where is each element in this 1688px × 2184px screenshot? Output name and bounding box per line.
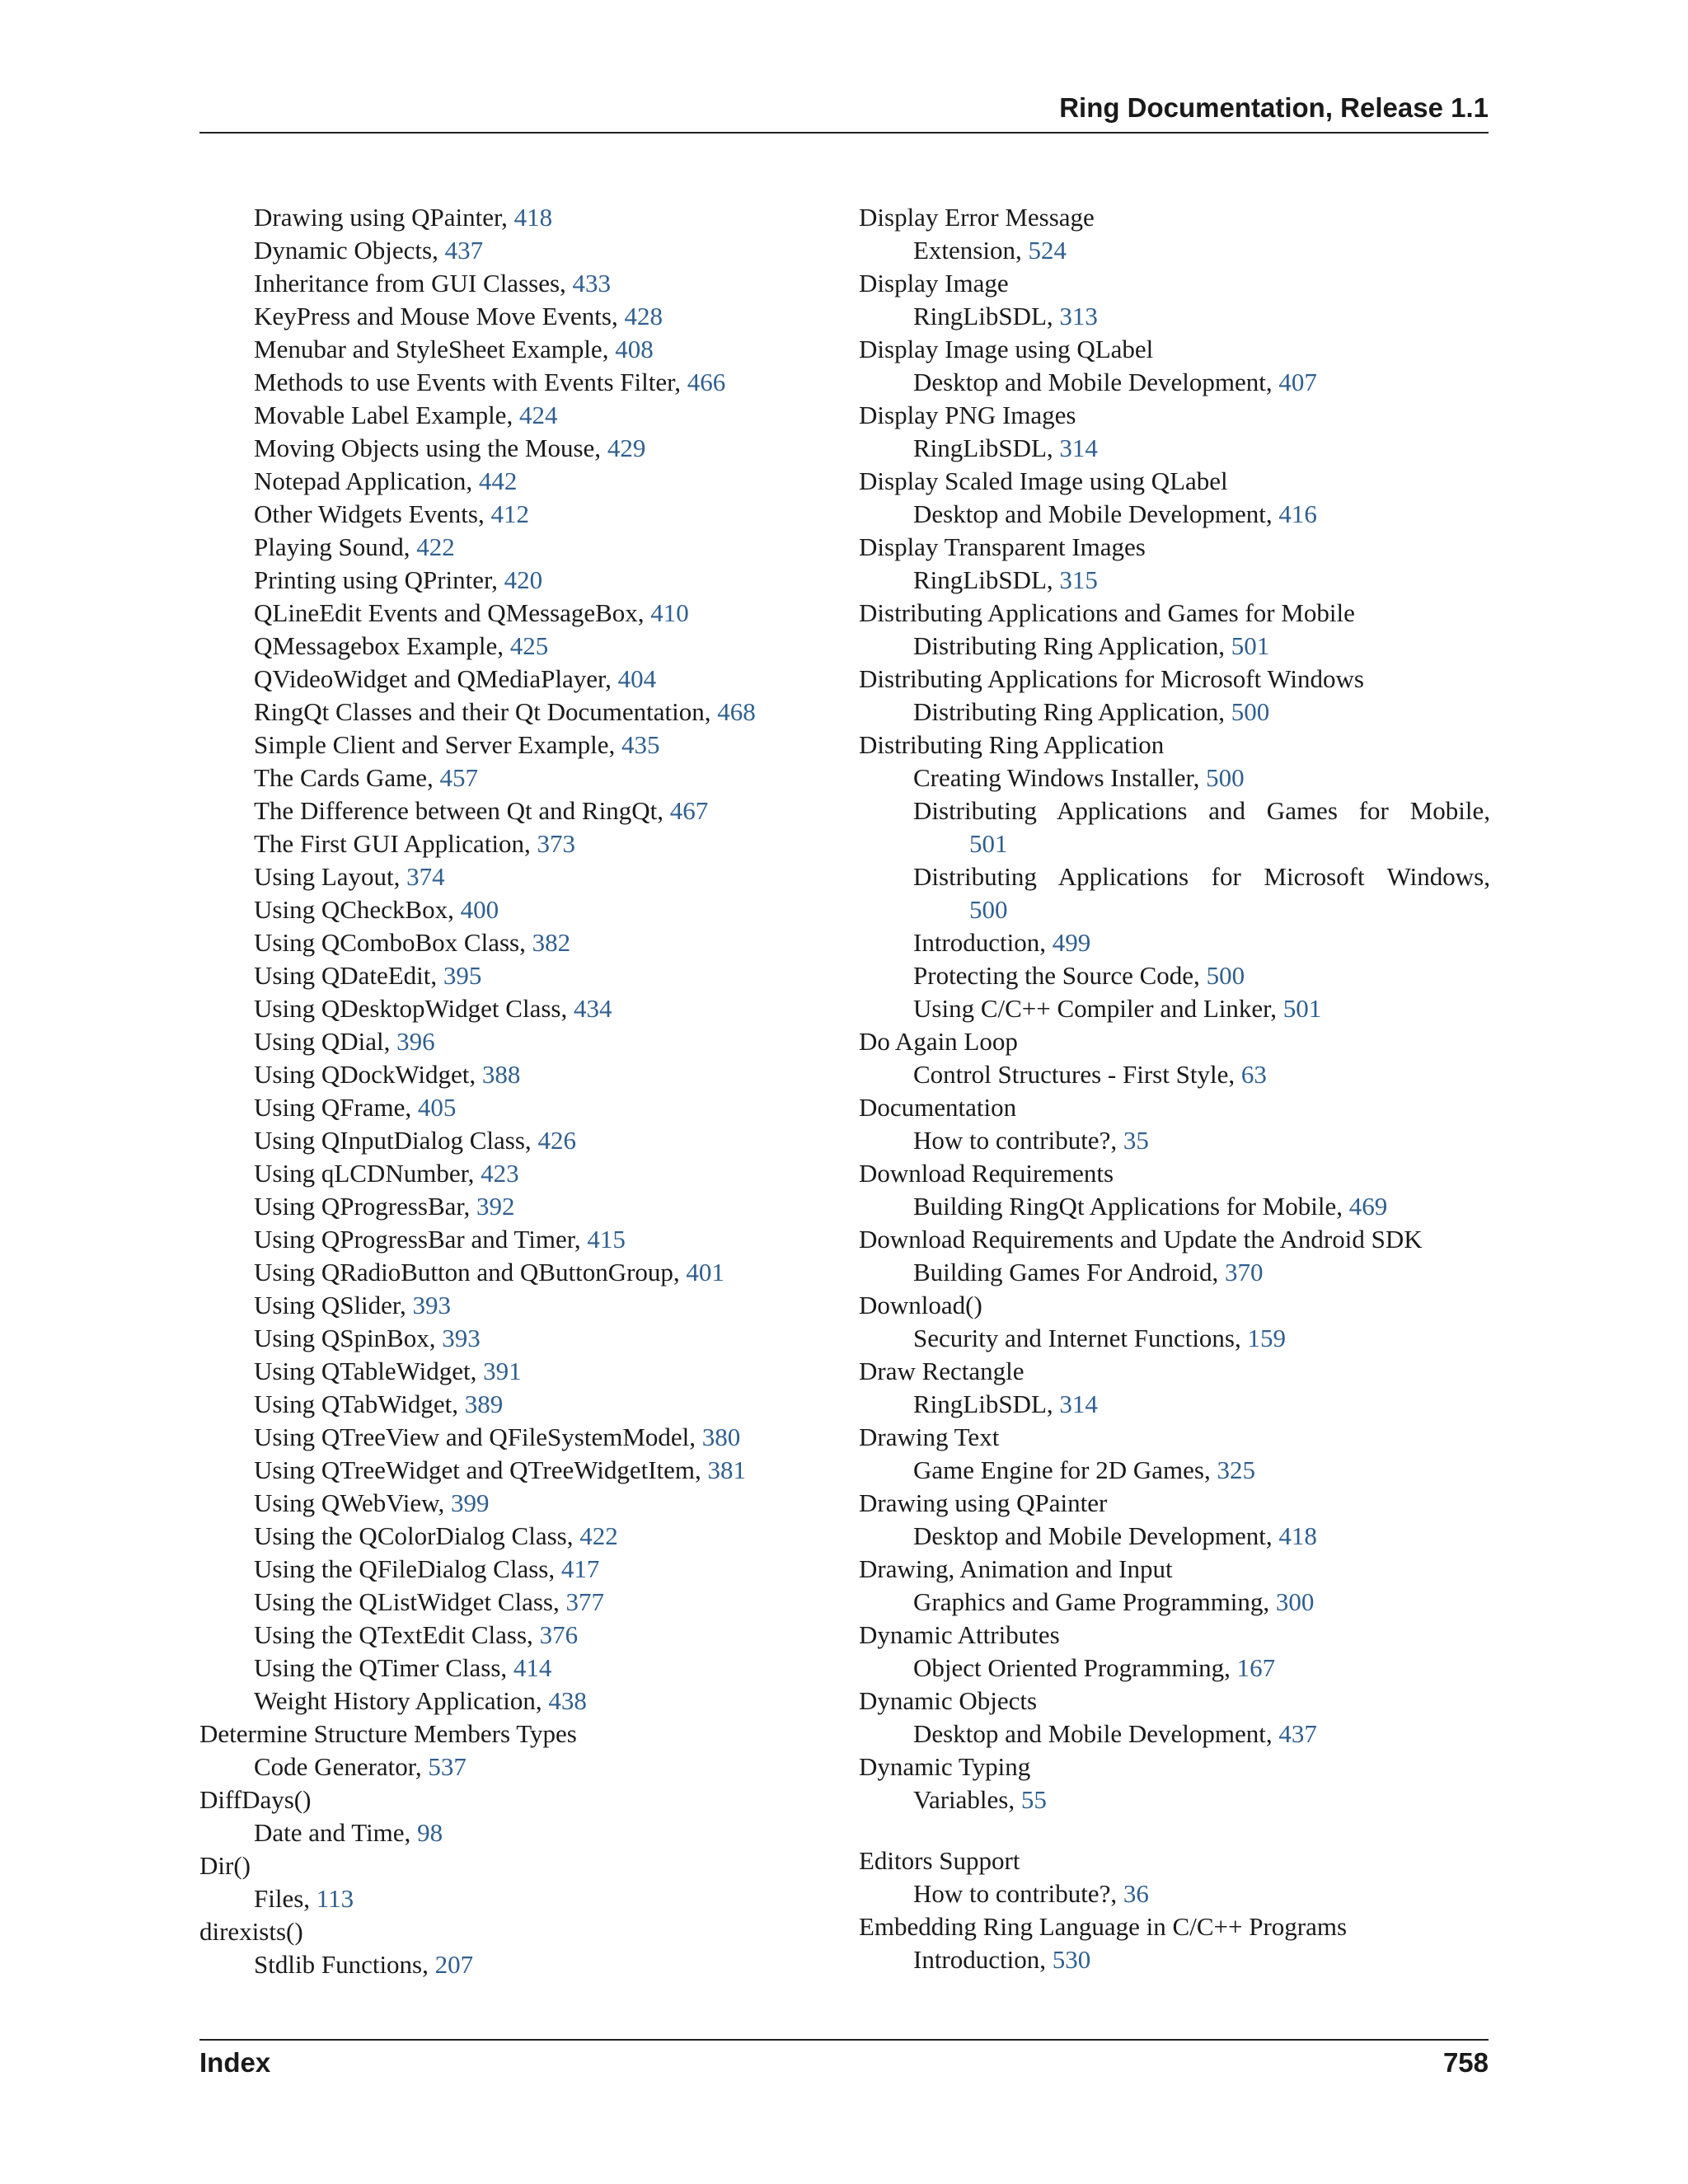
page-link[interactable]: 159 — [1247, 1324, 1286, 1352]
index-subentry — [199, 1388, 826, 1421]
index-subentry — [859, 564, 1490, 597]
index-subentry — [199, 1124, 826, 1157]
index-subentry — [859, 498, 1490, 531]
index-subentry — [199, 201, 826, 234]
entry-label: Using QTreeWidget and QTreeWidgetItem, — [254, 1455, 708, 1484]
entry-label: Desktop and Mobile Development, — [913, 499, 1279, 528]
entry-label: Drawing, Animation and Input — [859, 1554, 1173, 1583]
page-link[interactable]: 438 — [548, 1686, 587, 1715]
entry-label: RingQt Classes and their Qt Documentation, — [254, 697, 718, 726]
page-link[interactable]: 469 — [1348, 1192, 1388, 1221]
entry-label: Display PNG Images — [859, 401, 1076, 429]
page-link[interactable]: 314 — [1059, 1390, 1098, 1418]
index-term — [859, 1355, 1490, 1388]
index-subentry — [859, 1652, 1490, 1685]
page-link[interactable]: 437 — [444, 236, 484, 265]
entry-label: Desktop and Mobile Development, — [913, 368, 1279, 396]
entry-label: Security and Internet Functions, — [913, 1324, 1248, 1352]
page-link[interactable]: 425 — [509, 631, 549, 660]
entry-label: Distributing Applications for Microsoft Windows, — [913, 862, 1490, 891]
index-subentry — [199, 992, 826, 1025]
index-subentry — [859, 630, 1490, 663]
index-subentry — [199, 663, 826, 696]
entry-label: Using QTabWidget, — [254, 1390, 465, 1418]
page-link[interactable]: 417 — [560, 1554, 600, 1583]
entry-label: Using QInputDialog Class, — [254, 1126, 538, 1155]
index-term — [859, 531, 1490, 564]
entry-label: Distributing Ring Application, — [913, 631, 1231, 660]
entry-label: The First GUI Application, — [254, 829, 537, 858]
entry-label: Using QDockWidget, — [254, 1060, 482, 1089]
page-link[interactable]: 424 — [518, 401, 558, 429]
entry-label: The Cards Game, — [254, 763, 440, 792]
index-term — [199, 1718, 826, 1750]
page-link[interactable]: 98 — [417, 1818, 443, 1847]
entry-label: Inheritance from GUI Classes, — [254, 269, 573, 298]
page-link[interactable]: 393 — [442, 1324, 481, 1352]
page-link[interactable]: 524 — [1028, 236, 1067, 265]
index-column-left — [199, 201, 826, 1981]
entry-label: Introduction, — [913, 928, 1053, 957]
index-term — [859, 1553, 1490, 1586]
entry-label: QMessagebox Example, — [254, 631, 510, 660]
index-subentry — [859, 1783, 1490, 1816]
page-footer — [199, 2039, 1489, 2087]
page-link[interactable]: 207 — [434, 1950, 474, 1979]
page-link[interactable]: 380 — [701, 1422, 741, 1451]
index-term — [859, 1289, 1490, 1322]
entry-label: Using QProgressBar and Timer, — [254, 1225, 588, 1254]
page-link[interactable]: 388 — [481, 1060, 521, 1089]
entry-label: Distributing Applications and Games for Mobile, — [913, 796, 1490, 825]
index-subentry — [199, 1289, 826, 1322]
index-term — [199, 1915, 826, 1948]
index-subentry — [199, 300, 826, 333]
index-term — [859, 1223, 1490, 1256]
entry-label: Display Scaled Image using QLabel — [859, 466, 1228, 495]
index-subentry — [199, 498, 826, 531]
index-subentry — [199, 696, 826, 729]
index-subentry — [199, 333, 826, 366]
index-subentry — [199, 432, 826, 465]
entry-label: Using QComboBox Class, — [254, 928, 532, 957]
page-link[interactable]: 530 — [1052, 1945, 1091, 1974]
page-link[interactable]: 370 — [1225, 1258, 1264, 1286]
entry-label: Display Error Message — [859, 203, 1095, 232]
entry-label: Game Engine for 2D Games, — [913, 1455, 1217, 1484]
index-subentry — [199, 1750, 826, 1783]
index-subentry — [199, 630, 826, 663]
index-subentry — [859, 1322, 1490, 1355]
page-link[interactable]: 457 — [439, 763, 479, 792]
index-subentry — [199, 1223, 826, 1256]
entry-label: Using QDesktopWidget Class, — [254, 994, 574, 1023]
entry-label: Display Image — [859, 269, 1009, 298]
page-link[interactable]: 501 — [1231, 631, 1270, 660]
index-subentry — [859, 1256, 1490, 1289]
page-link[interactable]: 314 — [1059, 434, 1098, 462]
index-term — [859, 1157, 1490, 1190]
index-subentry — [859, 926, 1490, 959]
index-subentry — [199, 1190, 826, 1223]
entry-label: Display Image using QLabel — [859, 335, 1154, 363]
index-subentry — [859, 1388, 1490, 1421]
entry-label: Simple Client and Server Example, — [254, 730, 621, 759]
page-link[interactable]: 423 — [481, 1159, 519, 1188]
page-link[interactable]: 401 — [686, 1258, 724, 1286]
entry-label: Protecting the Source Code, — [913, 961, 1207, 990]
entry-label: How to contribute?, — [913, 1879, 1123, 1908]
page-link[interactable]: 500 — [1206, 763, 1245, 792]
entry-label: Editors Support — [859, 1846, 1020, 1875]
entry-label: KeyPress and Mouse Move Events, — [254, 302, 625, 330]
entry-label: Creating Windows Installer, — [913, 763, 1207, 792]
page-link[interactable]: 437 — [1278, 1719, 1317, 1748]
entry-label: Dir() — [199, 1851, 251, 1880]
entry-label: Drawing using QPainter, — [254, 203, 514, 232]
page-link[interactable]: 422 — [416, 532, 455, 561]
index-term — [859, 1910, 1490, 1943]
entry-label: Playing Sound, — [254, 532, 417, 561]
page-link[interactable]: 501 — [1282, 994, 1322, 1023]
index-subentry — [199, 531, 826, 564]
index-subentry — [859, 1877, 1490, 1910]
entry-label: Dynamic Objects, — [254, 236, 445, 265]
entry-label: Download Requirements and Update the Android SDK — [859, 1225, 1423, 1254]
entry-label: direxists() — [199, 1917, 303, 1946]
page-link[interactable]: 36 — [1123, 1879, 1149, 1908]
index-term — [859, 1091, 1490, 1124]
index-subentry — [199, 1454, 826, 1487]
index-subentry — [199, 1355, 826, 1388]
page-link[interactable]: 399 — [451, 1488, 490, 1517]
index-subentry — [859, 234, 1490, 267]
page-link[interactable]: 395 — [443, 961, 482, 990]
index-subentry — [199, 1091, 826, 1124]
index-term — [859, 465, 1490, 498]
index-term — [859, 201, 1490, 234]
entry-label: Using QSlider, — [254, 1291, 413, 1319]
page-link[interactable]: 373 — [537, 829, 576, 858]
index-subentry — [859, 959, 1490, 992]
footer-page-number: 758 — [1442, 2047, 1489, 2078]
index-subentry — [199, 564, 826, 597]
page-link[interactable]: 391 — [483, 1357, 522, 1385]
page-link[interactable]: 433 — [572, 269, 612, 298]
index-subentry — [199, 1157, 826, 1190]
entry-label: Moving Objects using the Mouse, — [254, 434, 607, 462]
entry-label: Determine Structure Members Types — [199, 1719, 577, 1748]
page-link[interactable]: 442 — [478, 466, 518, 495]
page-link[interactable]: 420 — [504, 565, 543, 594]
page-link[interactable]: 418 — [513, 203, 553, 232]
entry-label: Using QDateEdit, — [254, 961, 443, 990]
index-subentry — [859, 860, 1490, 893]
page-link[interactable]: 407 — [1278, 368, 1317, 396]
index-subentry — [199, 794, 826, 827]
entry-label: Building Games For Android, — [913, 1258, 1226, 1286]
index-term — [859, 1685, 1490, 1718]
entry-label: Graphics and Game Programming, — [913, 1587, 1276, 1616]
page-link[interactable]: 392 — [476, 1192, 515, 1221]
entry-label: Using the QColorDialog Class, — [254, 1521, 580, 1550]
index-subentry — [199, 827, 826, 860]
index-subentry — [199, 1025, 826, 1058]
page-link[interactable]: 325 — [1217, 1455, 1255, 1484]
index-subentry — [859, 827, 1490, 860]
index-term — [859, 267, 1490, 300]
index-subentry — [199, 860, 826, 893]
entry-label: QLineEdit Events and QMessageBox, — [254, 598, 651, 627]
page-link[interactable]: 374 — [406, 862, 445, 891]
entry-label: Distributing Ring Application, — [913, 697, 1231, 726]
entry-label: DiffDays() — [199, 1785, 312, 1814]
index-subentry — [199, 366, 826, 399]
entry-label: Menubar and StyleSheet Example, — [254, 335, 616, 363]
index-term — [859, 1844, 1490, 1877]
index-subentry — [199, 399, 826, 432]
entry-label: Introduction, — [913, 1945, 1053, 1974]
index-term — [859, 729, 1490, 762]
page-link[interactable]: 466 — [687, 368, 726, 396]
entry-label: RingLibSDL, — [913, 1390, 1060, 1418]
index-term — [859, 1025, 1490, 1058]
index-subentry — [199, 1586, 826, 1619]
page-link[interactable]: 467 — [669, 796, 709, 825]
entry-label: Dynamic Objects — [859, 1686, 1038, 1715]
entry-label: Methods to use Events with Events Filter, — [254, 368, 687, 396]
index-subentry — [859, 1190, 1490, 1223]
index-term — [859, 1619, 1490, 1652]
page-link[interactable]: 412 — [490, 499, 529, 528]
index-subentry — [199, 762, 826, 794]
entry-label: Code Generator, — [254, 1752, 429, 1781]
index-subentry — [859, 762, 1490, 794]
entry-label: Dynamic Attributes — [859, 1620, 1060, 1649]
entry-label: Embedding Ring Language in C/C++ Programs — [859, 1912, 1348, 1941]
entry-label: Drawing using QPainter — [859, 1488, 1108, 1517]
entry-label: Stdlib Functions, — [254, 1950, 435, 1979]
page-link[interactable]: 167 — [1236, 1653, 1276, 1682]
entry-label: Using C/C++ Compiler and Linker, — [913, 994, 1283, 1023]
page-link[interactable]: 382 — [532, 928, 571, 957]
index-subentry — [859, 893, 1490, 926]
entry-label: Using the QTimer Class, — [254, 1653, 513, 1682]
entry-label: Using QProgressBar, — [254, 1192, 476, 1221]
page-link[interactable]: 396 — [396, 1027, 435, 1056]
entry-label: QVideoWidget and QMediaPlayer, — [254, 664, 618, 693]
index-subentry — [859, 1124, 1490, 1157]
index-subentry — [859, 1520, 1490, 1553]
index-subentry — [199, 1685, 826, 1718]
entry-label: RingLibSDL, — [913, 565, 1060, 594]
page-link[interactable]: 500 — [969, 895, 1008, 924]
index-subentry — [199, 729, 826, 762]
page-link[interactable]: 418 — [1278, 1521, 1317, 1550]
index-term — [199, 1849, 826, 1882]
page-header — [199, 92, 1489, 134]
entry-label: Documentation — [859, 1093, 1017, 1122]
index-subentry — [859, 1586, 1490, 1619]
index-subentry — [859, 696, 1490, 729]
page-link[interactable]: 501 — [969, 829, 1008, 858]
page-link[interactable]: 500 — [1206, 961, 1245, 990]
entry-label: Using Layout, — [254, 862, 407, 891]
page-link[interactable]: 376 — [539, 1620, 579, 1649]
entry-label: Download Requirements — [859, 1159, 1114, 1188]
page-link[interactable]: 381 — [707, 1455, 747, 1484]
index-subentry — [199, 1421, 826, 1454]
index-term — [199, 1783, 826, 1816]
page-link[interactable]: 55 — [1020, 1785, 1047, 1814]
entry-label: Weight History Application, — [254, 1686, 549, 1715]
page-link[interactable]: 422 — [579, 1521, 618, 1550]
index-term — [859, 399, 1490, 432]
page-link[interactable]: 313 — [1059, 302, 1098, 330]
index-subentry — [199, 267, 826, 300]
entry-label: Do Again Loop — [859, 1027, 1018, 1056]
entry-label: Building RingQt Applications for Mobile, — [913, 1192, 1349, 1221]
entry-label: Printing using QPrinter, — [254, 565, 504, 594]
page-link[interactable]: 434 — [573, 994, 612, 1023]
page-link[interactable]: 389 — [464, 1390, 504, 1418]
entry-label: Using QFrame, — [254, 1093, 418, 1122]
index-subentry — [859, 300, 1490, 333]
entry-label: Movable Label Example, — [254, 401, 519, 429]
page-link[interactable]: 393 — [412, 1291, 452, 1319]
page-link[interactable]: 410 — [650, 598, 689, 627]
entry-label: Draw Rectangle — [859, 1357, 1025, 1385]
entry-label: Display Transparent Images — [859, 532, 1146, 561]
entry-label: Desktop and Mobile Development, — [913, 1521, 1279, 1550]
entry-label: Using QDial, — [254, 1027, 397, 1056]
entry-label: Using QRadioButton and QButtonGroup, — [254, 1258, 687, 1286]
entry-label: The Difference between Qt and RingQt, — [254, 796, 670, 825]
page-link[interactable]: 405 — [417, 1093, 457, 1122]
index-subentry — [859, 432, 1490, 465]
index-term — [859, 663, 1490, 696]
page-link[interactable]: 35 — [1123, 1126, 1149, 1155]
index-subentry — [859, 992, 1490, 1025]
entry-label: Using QSpinBox, — [254, 1324, 443, 1352]
index-subentry — [199, 234, 826, 267]
entry-label: Using QWebView, — [254, 1488, 452, 1517]
page-link[interactable]: 500 — [1231, 697, 1270, 726]
index-subentry — [199, 1553, 826, 1586]
entry-label: Desktop and Mobile Development, — [913, 1719, 1279, 1748]
index-subentry — [199, 597, 826, 630]
page-link[interactable]: 408 — [615, 335, 654, 363]
page-link[interactable]: 113 — [316, 1884, 354, 1913]
page-link[interactable]: 428 — [624, 302, 663, 330]
index-subentry — [859, 1058, 1490, 1091]
entry-label: Using the QFileDialog Class, — [254, 1554, 561, 1583]
page-link[interactable]: 63 — [1240, 1060, 1267, 1089]
index-subentry — [199, 1058, 826, 1091]
entry-label: Notepad Application, — [254, 466, 479, 495]
index-subentry — [199, 1816, 826, 1849]
entry-label: Variables, — [913, 1785, 1021, 1814]
entry-label: Using the QTextEdit Class, — [254, 1620, 540, 1649]
entry-label: Using QTreeView and QFileSystemModel, — [254, 1422, 702, 1451]
index-subentry — [859, 1454, 1490, 1487]
index-subentry — [199, 959, 826, 992]
page-link[interactable]: 400 — [460, 895, 499, 924]
entry-label: How to contribute?, — [913, 1126, 1123, 1155]
entry-label: Other Widgets Events, — [254, 499, 491, 528]
entry-label: Using the QListWidget Class, — [254, 1587, 566, 1616]
entry-label: Control Structures - First Style, — [913, 1060, 1241, 1089]
index-subentry — [199, 465, 826, 498]
page-link[interactable]: 415 — [587, 1225, 626, 1254]
index-term — [859, 597, 1490, 630]
page-link[interactable]: 426 — [537, 1126, 576, 1155]
page-link[interactable]: 315 — [1059, 565, 1098, 594]
index-subentry — [199, 1520, 826, 1553]
entry-label: Date and Time, — [254, 1818, 418, 1847]
index-subentry — [199, 893, 826, 926]
index-subentry — [199, 1619, 826, 1652]
index-subentry — [859, 1718, 1490, 1750]
entry-label: Drawing Text — [859, 1422, 1000, 1451]
index-subentry — [199, 926, 826, 959]
page-link[interactable]: 300 — [1275, 1587, 1315, 1616]
entry-label: RingLibSDL, — [913, 302, 1060, 330]
page-link[interactable]: 435 — [621, 730, 660, 759]
page-link[interactable]: 377 — [565, 1587, 604, 1616]
index-subentry — [199, 1948, 826, 1981]
index-subentry — [199, 1256, 826, 1289]
entry-label: Using QTableWidget, — [254, 1357, 484, 1385]
entry-label: Distributing Ring Application — [859, 730, 1165, 759]
entry-label: Object Oriented Programming, — [913, 1653, 1237, 1682]
index-term — [859, 333, 1490, 366]
index-subentry — [859, 366, 1490, 399]
index-subentry — [199, 1322, 826, 1355]
page-link[interactable]: 416 — [1278, 499, 1317, 528]
entry-label: RingLibSDL, — [913, 434, 1060, 462]
entry-label: Extension, — [913, 236, 1029, 265]
index-subentry — [199, 1487, 826, 1520]
page-link[interactable]: 468 — [717, 697, 756, 726]
entry-label: Distributing Applications for Microsoft Windows — [859, 664, 1364, 693]
footer-section-label: Index — [199, 2047, 271, 2078]
entry-label: Download() — [859, 1291, 982, 1319]
entry-label: Using QCheckBox, — [254, 895, 461, 924]
page-link[interactable]: 499 — [1052, 928, 1091, 957]
index-term — [859, 1421, 1490, 1454]
index-subentry — [199, 1882, 826, 1915]
index-term — [859, 1487, 1490, 1520]
page-link[interactable]: 537 — [428, 1752, 467, 1781]
page-link[interactable]: 414 — [513, 1653, 552, 1682]
page-link[interactable]: 429 — [607, 434, 646, 462]
document-title: Ring Documentation, Release 1.1 — [1059, 92, 1489, 123]
index-subentry — [859, 794, 1490, 827]
page-link[interactable]: 404 — [617, 664, 657, 693]
entry-label: Files, — [254, 1884, 316, 1913]
index-subentry — [859, 1943, 1490, 1976]
entry-label: Distributing Applications and Games for Mobile — [859, 598, 1355, 627]
entry-label: Using qLCDNumber, — [254, 1159, 481, 1188]
index-column-right — [859, 201, 1490, 1976]
index-term — [859, 1750, 1490, 1783]
entry-label: Dynamic Typing — [859, 1752, 1031, 1781]
index-subentry — [199, 1652, 826, 1685]
